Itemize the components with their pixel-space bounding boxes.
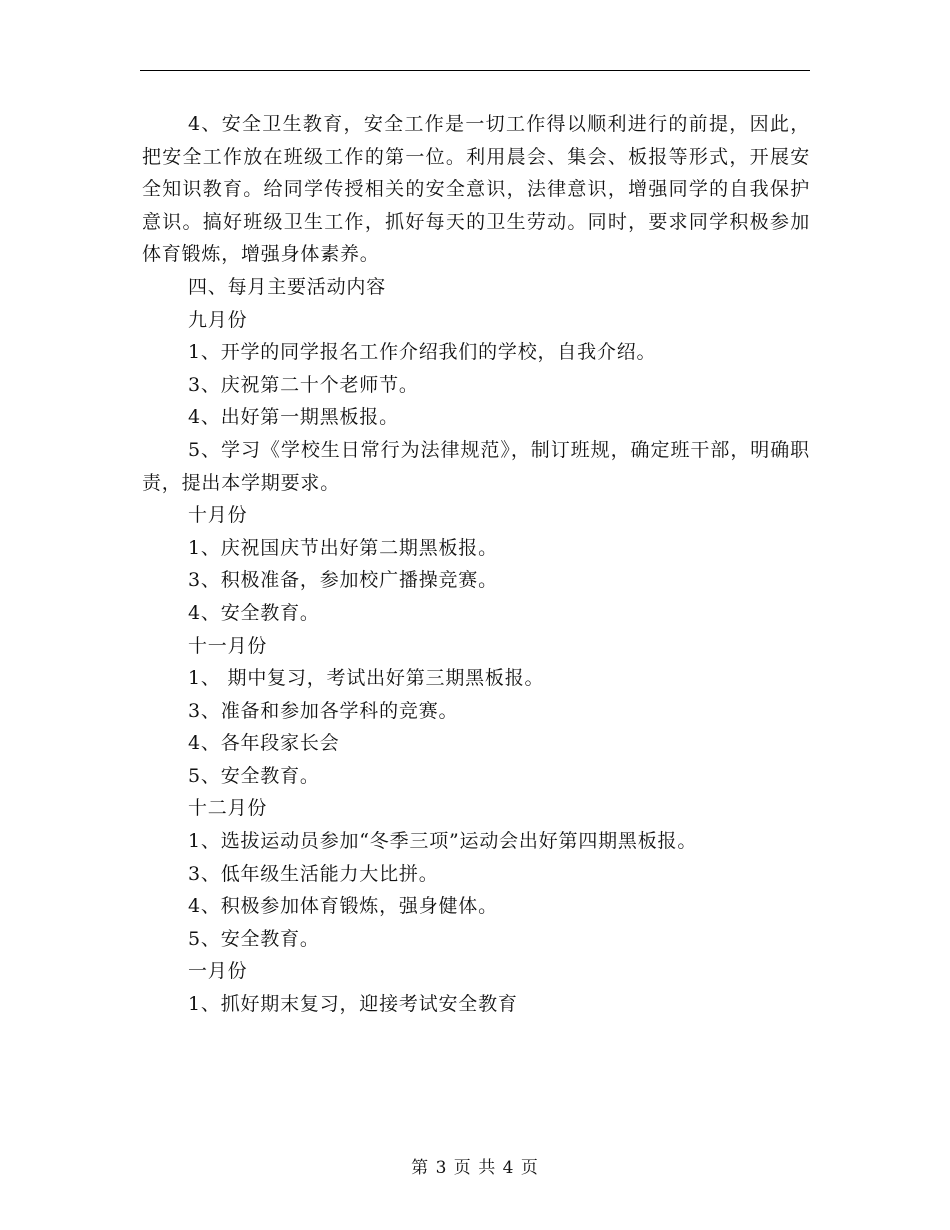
month-heading-october: 十月份 <box>188 504 248 527</box>
list-item: 1、 期中复习，考试出好第三期黑板报。 <box>188 667 545 690</box>
list-item: 5、安全教育。 <box>188 764 320 787</box>
section-heading-monthly-activities: 四、每月主要活动内容 <box>188 275 387 298</box>
list-item: 4、出好第一期黑板报。 <box>188 406 399 429</box>
list-item: 3、庆祝第二十个老师节。 <box>188 373 419 396</box>
month-heading-january: 一月份 <box>188 960 248 983</box>
list-item: 3、准备和参加各学科的竞赛。 <box>188 699 459 722</box>
list-item: 4、安全教育。 <box>188 601 320 624</box>
list-item: 4、各年段家长会 <box>188 732 340 755</box>
header-rule <box>140 70 810 71</box>
list-item: 1、抓好期末复习，迎接考试安全教育 <box>188 993 518 1016</box>
page-number-footer: 第 3 页 共 4 页 <box>411 1158 539 1178</box>
list-item: 1、开学的同学报名工作介绍我们的学校，自我介绍。 <box>188 341 657 364</box>
list-item: 3、积极准备，参加校广播操竞赛。 <box>188 569 498 592</box>
list-item: 5、安全教育。 <box>188 927 320 950</box>
month-heading-december: 十二月份 <box>188 797 268 820</box>
document-body <box>142 108 810 1021</box>
paragraph-safety-hygiene: 4、安全卫生教育，安全工作是一切工作得以顺利进行的前提，因此，把安全工作放在班级工作的第一位。利用晨会、集会、板报等形式，开展安全知识教育。给同学传授相关的安全意识，法律意识，增强同学的自我保护意识。搞好班级卫生工作，抓好每天的卫生劳动。同时，要求同学积极参加体育锻炼，增强身体素养。 <box>142 113 810 266</box>
month-heading-september: 九月份 <box>188 308 248 331</box>
list-item: 5、学习《学校生日常行为法律规范》，制订班规，确定班干部，明确职责，提出本学期要求。 <box>142 438 810 494</box>
month-heading-november: 十一月份 <box>188 634 268 657</box>
list-item: 4、积极参加体育锻炼，强身健体。 <box>188 895 498 918</box>
list-item: 1、选拔运动员参加“冬季三项”运动会出好第四期黑板报。 <box>188 830 698 853</box>
list-item: 3、低年级生活能力大比拼。 <box>188 862 439 885</box>
list-item: 1、庆祝国庆节出好第二期黑板报。 <box>188 536 498 559</box>
